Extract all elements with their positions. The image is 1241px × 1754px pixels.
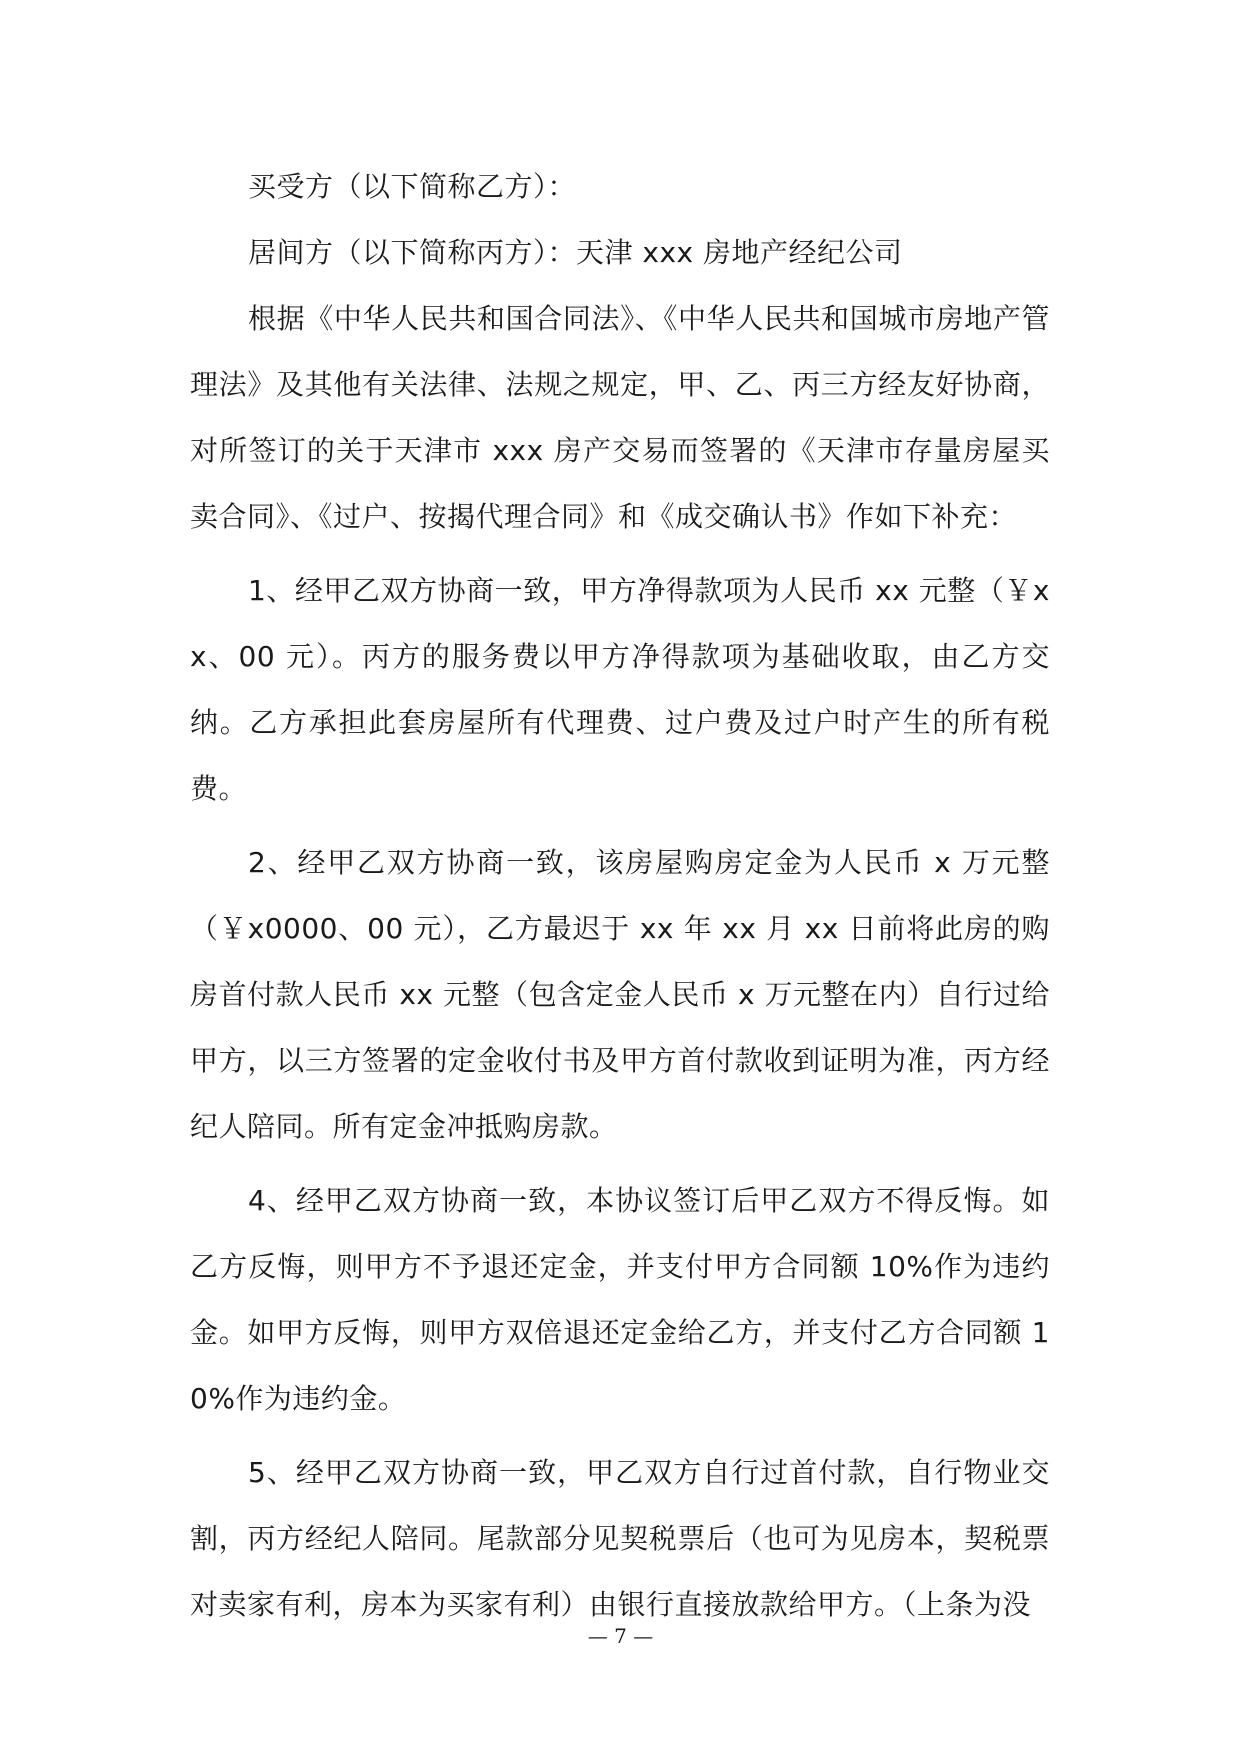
paragraph-buyer: 买受方（以下简称乙方）： [248,170,577,203]
document-body [190,154,1050,1638]
paragraph-clause-2: 2、经甲乙双方协商一致，该房屋购房定金为人民币 x 万元整（￥x0000、00 元），乙方最迟于 xx 年 xx 月 xx 日前将此房的购房首付款人民币 xx 元整（包含定金人民币 x 万元整在内）自行过给甲方，以三方签署的定金收付书及甲方首付款收到证明为准，丙方经纪人陪同。所有定金冲抵购房款。 [190,846,1050,1143]
paragraph-clause-4: 4、经甲乙双方协商一致，本协议签订后甲乙双方不得反悔。如乙方反悔，则甲方不予退还定金，并支付甲方合同额 10%作为违约金。如甲方反悔，则甲方双倍退还定金给乙方，并支付乙方合同额 10%作为违约金。 [190,1184,1050,1415]
page-number: — 7 — [587,1624,654,1648]
paragraph-clause-5: 5、经甲乙双方协商一致，甲乙双方自行过首付款，自行物业交割，丙方经纪人陪同。尾款部分见契税票后（也可为见房本，契税票对卖家有利，房本为买家有利）由银行直接放款给甲方。（上条为没 [190,1456,1050,1621]
paragraph-preamble: 根据《中华人民共和国合同法》、《中华人民共和国城市房地产管理法》及其他有关法律、法规之规定，甲、乙、丙三方经友好协商，对所签订的关于天津市 xxx 房产交易而签署的《天津市存量房屋买卖合同》、《过户、按揭代理合同》和《成交确认书》作如下补充： [190,302,1050,533]
paragraph-intermediary: 居间方（以下简称丙方）：天津 xxx 房地产经纪公司 [248,236,903,269]
paragraph-clause-1: 1、经甲乙双方协商一致，甲方净得款项为人民币 xx 元整（￥xx、00 元）。丙方的服务费以甲方净得款项为基础收取，由乙方交纳。乙方承担此套房屋所有代理费、过户费及过户时产生的所有税费。 [190,574,1050,805]
